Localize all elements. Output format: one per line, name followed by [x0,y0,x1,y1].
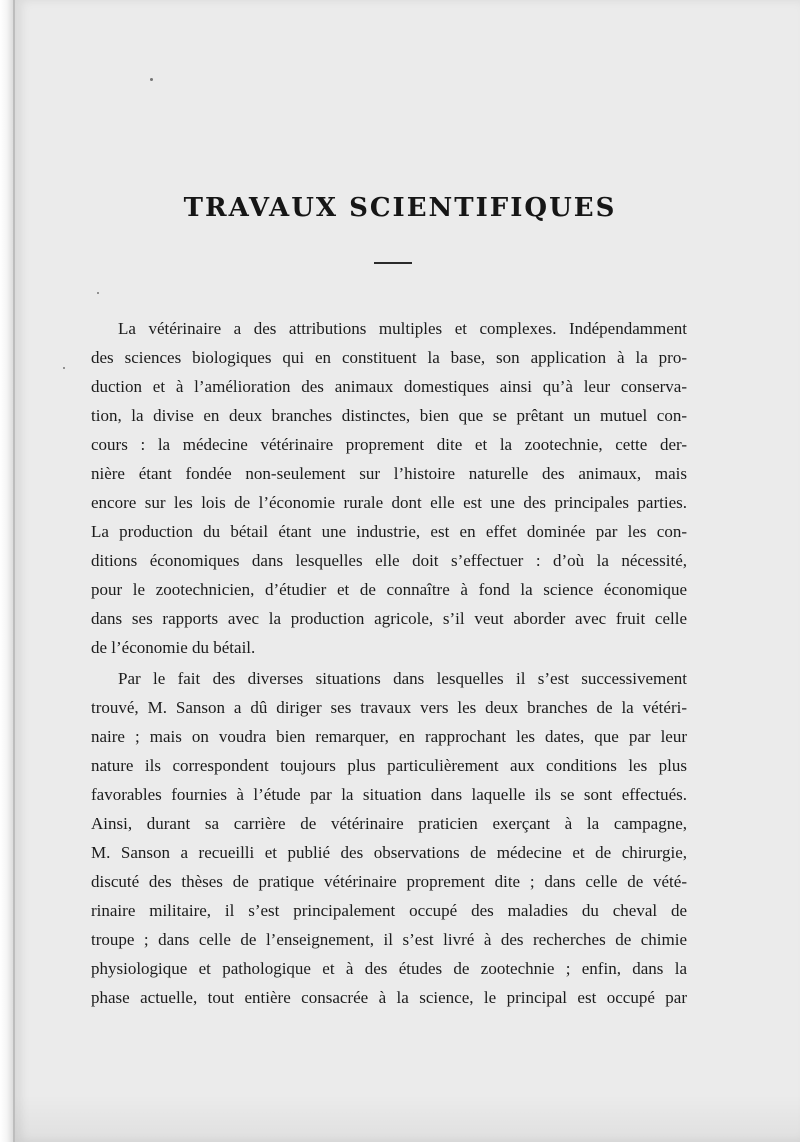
ink-speck [97,292,99,294]
text-line: phase actuelle, tout entière consacrée à la science, le principal est occupé par [91,988,687,1007]
text-line: discuté des thèses de pratique vétérinaire proprement dite ; dans celle de vété- [91,872,687,891]
page-title: TRAVAUX SCIENTIFIQUES [183,193,617,223]
paragraph-1 [91,314,687,662]
ink-speck [63,367,65,369]
text-line: tion, la divise en deux branches distinctes, bien que se prêtant un mutuel con- [91,406,687,425]
text-line: duction et à l’amélioration des animaux domestiques ainsi qu’à leur conserva- [91,377,687,396]
text-line: encore sur les lois de l’économie rurale dont elle est une des principales parties. [91,493,687,512]
page-bottom-shade [15,1095,800,1142]
text-line: M. Sanson a recueilli et publié des observations de médecine et de chirurgie, [91,843,687,862]
text-line: nière étant fondée non-seulement sur l’histoire naturelle des animaux, mais [91,464,687,483]
text-line: troupe ; dans celle de l’enseignement, il s’est livré à des recherches de chimie [91,930,687,949]
text-line: ditions économiques dans lesquelles elle doit s’effectuer : d’où la nécessité, [91,551,687,570]
text-line: La vétérinaire a des attributions multiples et complexes. Indépendamment [118,319,687,338]
ink-speck [150,78,153,81]
text-line: de l’économie du bétail. [91,638,256,657]
title-divider [374,262,412,264]
text-line: pour le zootechnicien, d’étudier et de connaître à fond la science économique [91,580,687,599]
text-line: Ainsi, durant sa carrière de vétérinaire praticien exerçant à la campagne, [91,814,687,833]
text-line: naire ; mais on voudra bien remarquer, en rapprochant les dates, que par leur [91,727,687,746]
text-line: cours : la médecine vétérinaire proprement dite et la zootechnie, cette der- [91,435,687,454]
text-line: dans ses rapports avec la production agricole, s’il veut aborder avec fruit celle [91,609,687,628]
left-page-edge [0,0,14,1142]
paragraph-2 [91,664,687,1012]
text-line: physiologique et pathologique et à des études de zootechnie ; enfin, dans la [91,959,687,978]
text-line: nature ils correspondent toujours plus particulièrement aux conditions les plus [91,756,687,775]
text-line: Par le fait des diverses situations dans lesquelles il s’est successivement [118,669,687,688]
text-line: La production du bétail étant une industrie, est en effet dominée par les con- [91,522,687,541]
body-text [91,314,687,1012]
text-line: trouvé, M. Sanson a dû diriger ses travaux vers les deux branches de la vétéri- [91,698,687,717]
text-line: des sciences biologiques qui en constituent la base, son application à la pro- [91,348,687,367]
text-line: rinaire militaire, il s’est principalement occupé des maladies du cheval de [91,901,687,920]
text-line: favorables fournies à l’étude par la situation dans laquelle ils se sont effectués. [91,785,687,804]
